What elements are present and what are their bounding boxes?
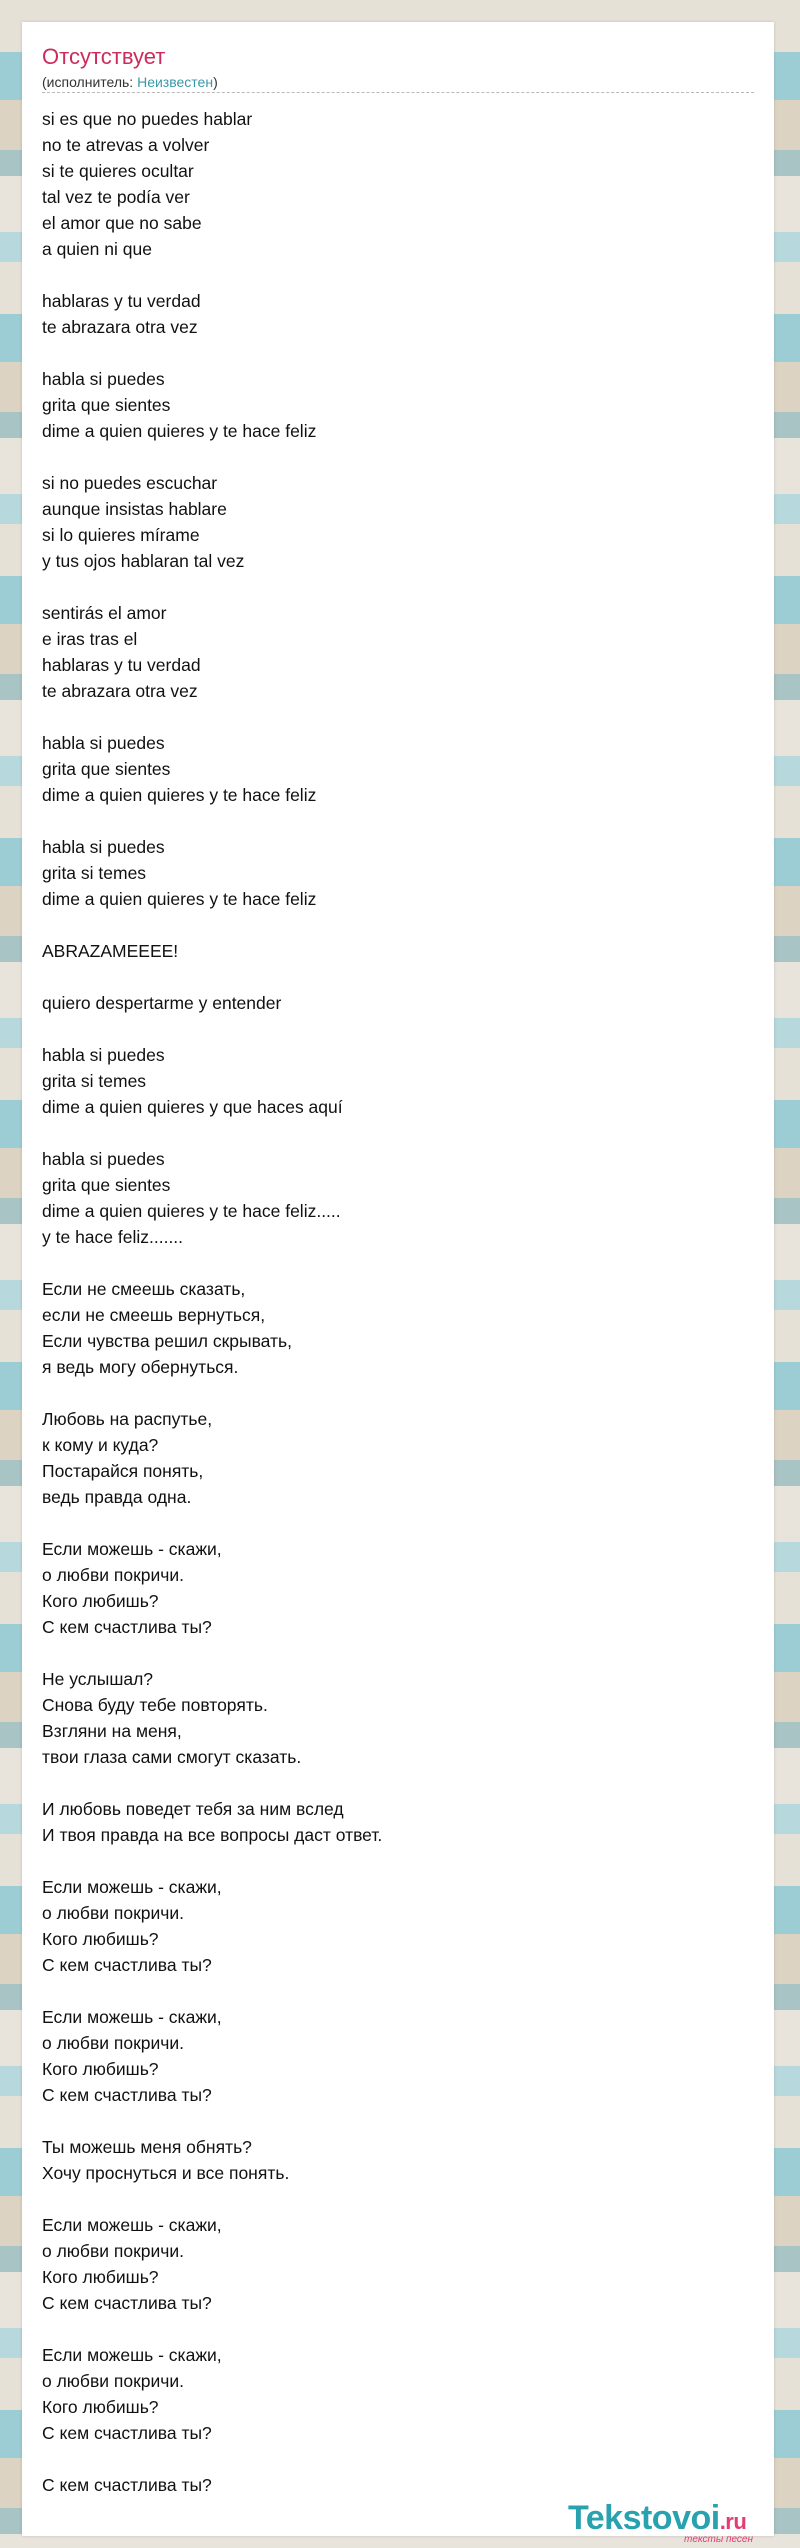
header-divider <box>42 92 754 93</box>
song-header <box>42 44 754 91</box>
artist-prefix: (исполнитель: <box>42 74 138 90</box>
site-logo[interactable] <box>568 2500 778 2544</box>
lyrics-text: si es que no puedes hablar no te atrevas a volver si te quieres ocultar tal vez te podía ver el amor que no sabe a quien ni que hablaras y tu verdad te abrazara otra vez habla si puedes grita que sientes dime a quien quieres y te hace feliz si no puedes escuchar aunque insistas hablare si lo quieres mírame y tus ojos hablaran tal vez sentirás el amor e iras tras el hablaras y tu verdad te abrazara otra vez habla si puedes grita que sientes dime a quien quieres y te hace feliz habla si puedes grita si temes dime a quien quieres y te hace feliz ABRAZAMEEEE! quiero despertarme y entender habla si puedes grita si temes dime a quien quieres y que haces aquí habla si puedes grita que sientes dime a quien quieres y te hace feliz..... y te hace feliz....... Если не смеешь сказать, если не смеешь вернуться, Если чувства решил скрывать, я ведь могу обернуться. Любовь на распутье, к кому и куда? Постарайся понять, ведь правда одна. Если можешь - скажи, о любви покричи. Кого любишь? С кем счастлива ты? Не услышал? Снова буду тебе повторять. Взгляни на меня, твои глаза сами смогут сказать. И любовь поведет тебя за ним вслед И твоя правда на все вопросы даст ответ. Если можешь - скажи, о любви покричи. Кого любишь? С кем счастлива ты? Если можешь - скажи, о любви покричи. Кого любишь? С кем счастлива ты? Ты можешь меня обнять? Хочу проснуться и все понять. Если можешь - скажи, о любви покричи. Кого любишь? С кем счастлива ты? Если можешь - скажи, о любви покричи. Кого любишь? С кем счастлива ты? С кем счастлива ты? <box>42 109 383 2495</box>
logo-tagline: тексты песен <box>684 2534 753 2545</box>
lyrics-page <box>22 22 774 2545</box>
song-title: Отсутствует <box>42 44 166 69</box>
artist-suffix: ) <box>213 74 218 90</box>
logo-name: Tekstovoi <box>568 2499 720 2537</box>
artist-link[interactable]: Неизвестен <box>137 74 214 90</box>
artist-line <box>42 73 754 91</box>
logo-tld: .ru <box>719 2509 747 2534</box>
